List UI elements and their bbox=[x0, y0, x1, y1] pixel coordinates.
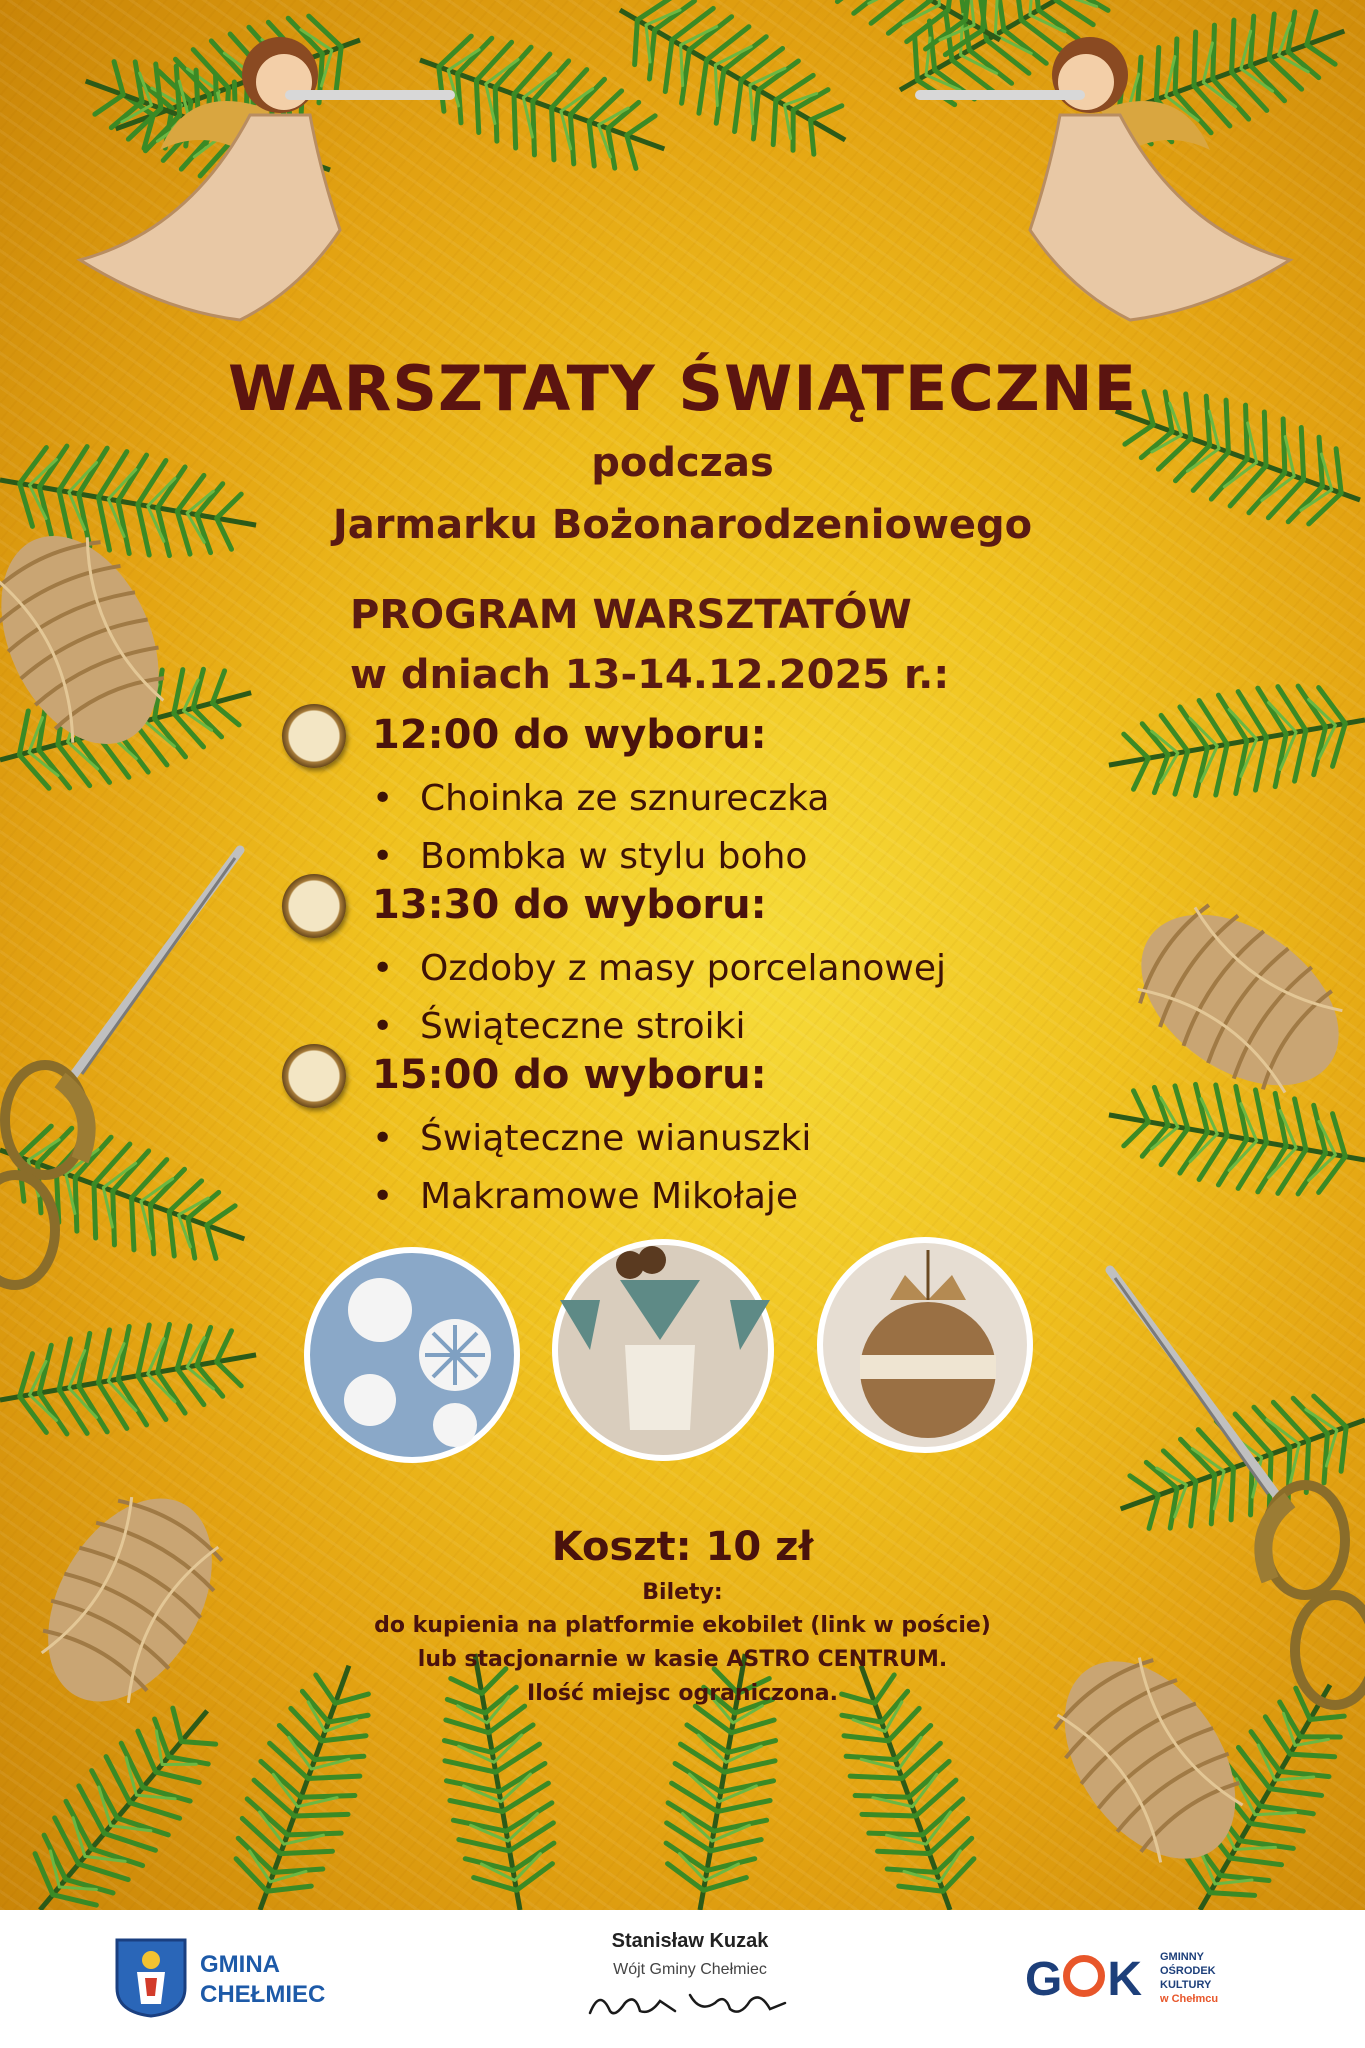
bullet: • bbox=[372, 836, 394, 877]
tickets-info-line-1: do kupienia na platformie ekobilet (link w poście) bbox=[374, 1613, 991, 1638]
pine-frond bbox=[595, 0, 870, 183]
workshop-name: Bombka w stylu boho bbox=[420, 836, 808, 877]
pine-frond bbox=[0, 1306, 265, 1450]
gok-line-4: w Chełmcu bbox=[1160, 1993, 1219, 2005]
program-dates: w dniach 13-14.12.2025 r.: bbox=[350, 652, 950, 698]
photo-boho-bauble bbox=[820, 1240, 1030, 1450]
bullet: • bbox=[372, 1006, 394, 1047]
scissors-left bbox=[0, 850, 240, 1285]
cost-label: Koszt: 10 zł bbox=[551, 1524, 814, 1570]
workshop-name: Choinka ze sznureczka bbox=[420, 778, 830, 819]
slot-heading: 13:30 do wyboru: bbox=[372, 882, 767, 928]
signatory-role: Wójt Gminy Chełmiec bbox=[613, 1961, 767, 1978]
tickets-label: Bilety: bbox=[642, 1580, 723, 1605]
list-item bbox=[372, 1168, 811, 1226]
gok-wordmark bbox=[1025, 1952, 1141, 2007]
clock-icon bbox=[282, 1044, 346, 1108]
signatory bbox=[500, 1930, 880, 2028]
pine-frond bbox=[1100, 1066, 1365, 1210]
slot-heading: 15:00 do wyboru: bbox=[372, 1052, 767, 1098]
workshop-list bbox=[372, 940, 946, 1056]
gmina-name bbox=[200, 1950, 325, 2010]
tickets-info-line-3: Ilość miejsc ograniczona. bbox=[527, 1681, 838, 1706]
program-title: PROGRAM WARSZTATÓW bbox=[350, 592, 912, 638]
list-item bbox=[372, 998, 946, 1056]
list-item bbox=[372, 1110, 811, 1168]
gok-line-3: KULTURY bbox=[1160, 1979, 1212, 1991]
gok-line-1: GMINNY bbox=[1160, 1951, 1204, 1963]
slot-heading: 12:00 do wyboru: bbox=[372, 712, 767, 758]
angel-left bbox=[80, 37, 450, 320]
pine-frond bbox=[0, 1103, 261, 1286]
photo-porcelain-ornaments bbox=[307, 1250, 517, 1460]
clock-icon bbox=[282, 704, 346, 768]
gok-letter-g: G bbox=[1025, 1953, 1062, 2006]
gok-logo bbox=[1025, 1940, 1325, 2020]
gmina-line-2: CHEŁMIEC bbox=[200, 1981, 326, 2008]
footer bbox=[0, 1910, 1365, 2048]
signatory-name: Stanisław Kuzak bbox=[611, 1930, 769, 1952]
photo-macrame-santas bbox=[555, 1242, 771, 1458]
list-item bbox=[372, 770, 829, 828]
poster-title: WARSZTATY ŚWIĄTECZNE bbox=[228, 352, 1137, 425]
list-item bbox=[372, 940, 946, 998]
workshop-list bbox=[372, 770, 829, 886]
subtitle-line-2: Jarmarku Bożonarodzeniowego bbox=[332, 502, 1033, 548]
gok-description bbox=[1160, 1950, 1218, 2006]
gok-letter-k: K bbox=[1107, 1953, 1142, 2006]
pine-frond bbox=[1100, 671, 1365, 815]
bullet: • bbox=[372, 778, 394, 819]
pine-frond bbox=[403, 13, 682, 196]
workshop-name: Makramowe Mikołaje bbox=[420, 1176, 799, 1217]
bullet: • bbox=[372, 1176, 394, 1217]
twine-skein bbox=[1110, 880, 1365, 1121]
workshop-list bbox=[372, 1110, 811, 1226]
workshop-name: Ozdoby z masy porcelanowej bbox=[420, 948, 947, 989]
handwritten-signature bbox=[580, 1983, 800, 2023]
workshop-name: Świąteczne wianuszki bbox=[420, 1118, 812, 1159]
gmina-coat-of-arms-icon bbox=[115, 1938, 187, 2018]
tickets-info-line-2: lub stacjonarnie w kasie ASTRO CENTRUM. bbox=[417, 1647, 948, 1672]
gok-o-ring-icon bbox=[1063, 1955, 1105, 1997]
clock-icon bbox=[282, 874, 346, 938]
gmina-line-1: GMINA bbox=[200, 1951, 280, 1978]
bullet: • bbox=[372, 1118, 394, 1159]
bullet: • bbox=[372, 948, 394, 989]
pine-frond bbox=[2, 1679, 246, 1910]
gok-line-2: OŚRODEK bbox=[1160, 1965, 1216, 1977]
list-item bbox=[372, 828, 829, 886]
subtitle-line-1: podczas bbox=[591, 440, 774, 486]
workshop-name: Świąteczne stroiki bbox=[420, 1006, 746, 1047]
